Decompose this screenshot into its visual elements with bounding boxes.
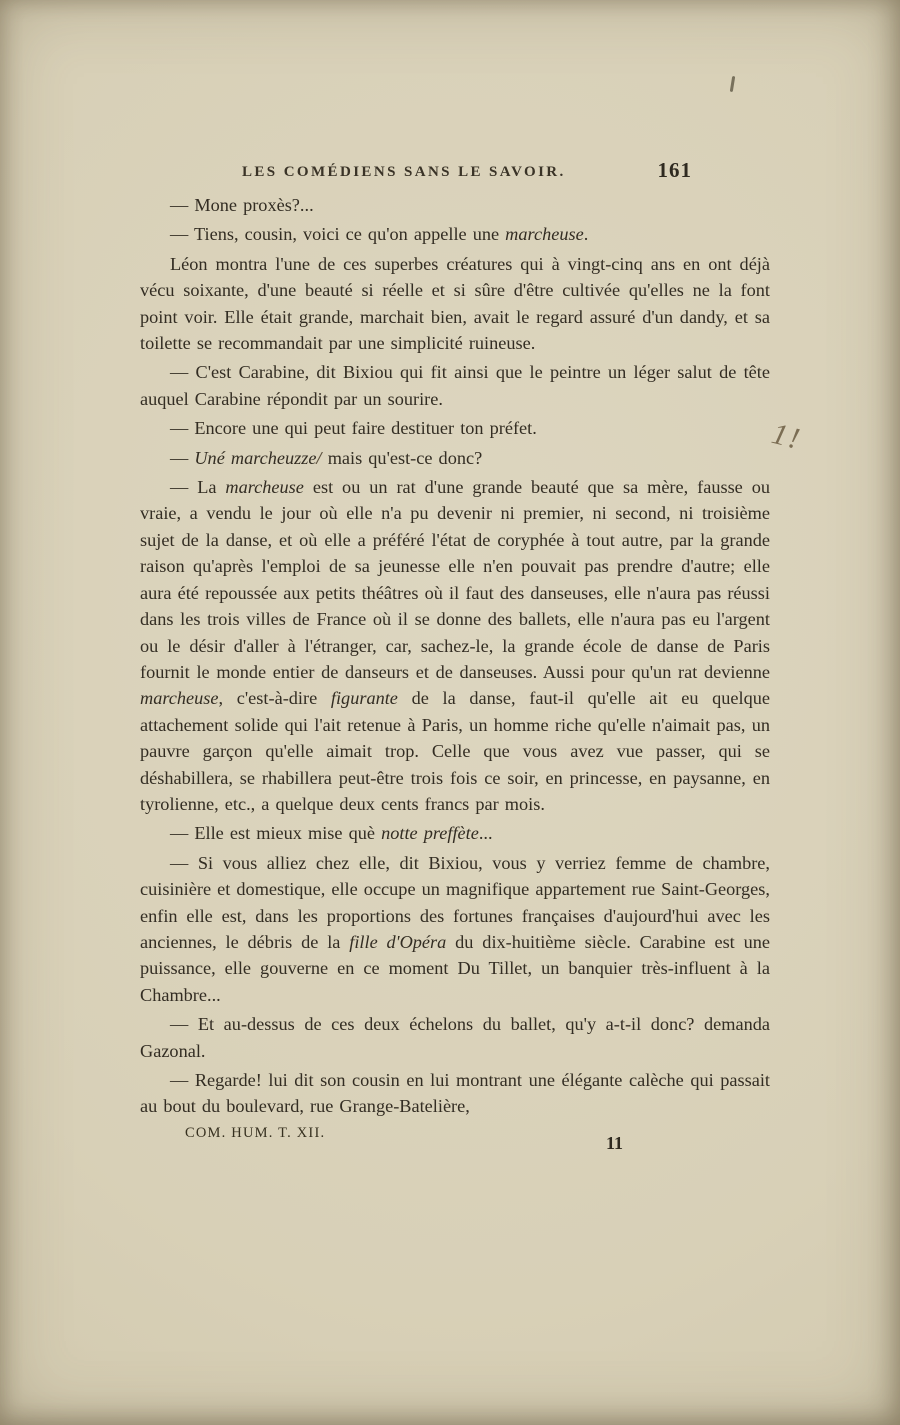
text-segment: ... <box>478 823 493 844</box>
text-segment: — Tiens, cousin, voici ce qu'on appelle une <box>170 224 506 245</box>
text-segment: — Regarde! lui dit son cousin en lui montrant une élégante calèche qui passait au bout du boulevard, rue Grange-Batelière, <box>140 1070 770 1117</box>
paragraph <box>140 415 770 441</box>
paragraph <box>140 474 770 817</box>
paragraph <box>140 850 770 1008</box>
paragraph <box>140 1067 770 1120</box>
text-segment: figurante <box>330 688 398 709</box>
paragraph <box>140 221 770 247</box>
text-segment: — <box>170 447 195 468</box>
paragraph <box>140 1011 770 1064</box>
pencil-margin-mark: 1! <box>768 416 805 457</box>
paragraph <box>140 192 770 218</box>
text-segment: . <box>583 224 589 245</box>
text-segment: notte preffète <box>381 823 479 844</box>
sheet-number: 11 <box>606 1132 624 1153</box>
pencil-inline-mark: / <box>316 447 322 468</box>
text-segment: — Si vous alliez chez elle, dit Bixiou, vous y verriez femme de chambre, cuisinière et domestique, elle occupe un magnifique appartement rue Saint-Georges, enfin elle est, dans les proportions des fortunes françaises d'aujourd'hui avec les anciennes, le débris de la <box>140 852 770 952</box>
paragraph <box>140 445 770 471</box>
text-segment: Uné marcheuzze <box>194 447 317 468</box>
text-segment: — Encore une qui peut faire destituer ton préfet. <box>170 418 537 439</box>
text-segment: Léon montra l'une de ces superbes créatures qui à vingt-cinq ans en ont déjà vécu soixante, d'une beauté si réelle et si sûre d'être cultivée qu'elles ne la font point voir. Elle était grande, marchait bien, avait le regard assuré d'un dandy, et sa toilette se recommandait par une simplicité ruineuse. <box>140 253 770 354</box>
text-segment: — Et au-dessus de ces deux échelons du ballet, qu'y a-t-il donc? demanda Gazonal. <box>140 1014 770 1061</box>
paragraph <box>140 359 770 412</box>
text-segment: — C'est Carabine, dit Bixiou qui fit ainsi que le peintre un léger salut de tête auquel Carabine répondit par un sourire. <box>140 362 770 409</box>
text-segment: marcheuse <box>225 477 304 498</box>
paragraph <box>140 820 770 846</box>
text-segment: — Elle est mieux mise què <box>170 823 382 844</box>
page-footer <box>140 1123 770 1167</box>
text-segment: — La <box>170 477 226 498</box>
text-segment: mais qu'est-ce donc? <box>321 447 483 468</box>
text-segment: du dix-huitième siècle. Carabine est une puissance, elle gouverne en ce moment Du Tillet, un banquier très-influent à la Chambre... <box>140 931 771 1005</box>
page-number: 161 <box>657 158 692 182</box>
text-segment: est ou un rat d'une grande beauté que sa mère, fausse ou vraie, a vendu le jour où elle n'a pu devenir ni premier, ni second, ni troisième sujet de la danse, et où elle a préféré l'état de coryphée à tout autre, par la grande raison qu'après l'emploi de sa jeunesse elle n'en pouvait pas prendre d'autre; elle aura été repoussée aux petits théâtres où il faut des danseuses, elle n'aura pas réussi dans les trois villes de France où il se donne des ballets, elle n'aura pas eu l'argent ou le désir d'aller à l'étranger, car, sachez-le, la grande école de danse de Paris fournit le monde entier de danseurs et de danseuses. Aussi pour qu'un rat devienne <box>140 477 770 682</box>
text-segment: — Mone proxès?... <box>170 195 314 215</box>
text-segment: , c'est-à-dire <box>218 688 331 709</box>
text-segment: marcheuse <box>505 224 584 245</box>
body-text <box>140 192 770 1120</box>
text-segment: de la danse, faut-il qu'elle ait eu quelque attachement solide qui l'ait retenue à Paris, un homme riche qu'elle n'aimait pas, un pauvre garçon qu'elle aimait trop. Celle que vous avez vue passer, qui se déshabillera, se rhabillera peut-être trois fois ce soir, en princesse, en paysanne, en tyrolienne, etc., a quelque deux cents francs par mois. <box>140 688 771 814</box>
running-title: LES COMÉDIENS SANS LE SAVOIR. <box>242 164 566 180</box>
signature-mark: COM. HUM. T. XII. <box>185 1124 326 1141</box>
text-column <box>140 156 770 1167</box>
page-header <box>140 156 770 192</box>
text-segment: fille d'Opéra <box>349 931 447 952</box>
paragraph <box>140 251 770 357</box>
text-segment: marcheuse <box>140 688 219 709</box>
pencil-top-mark <box>730 76 735 92</box>
